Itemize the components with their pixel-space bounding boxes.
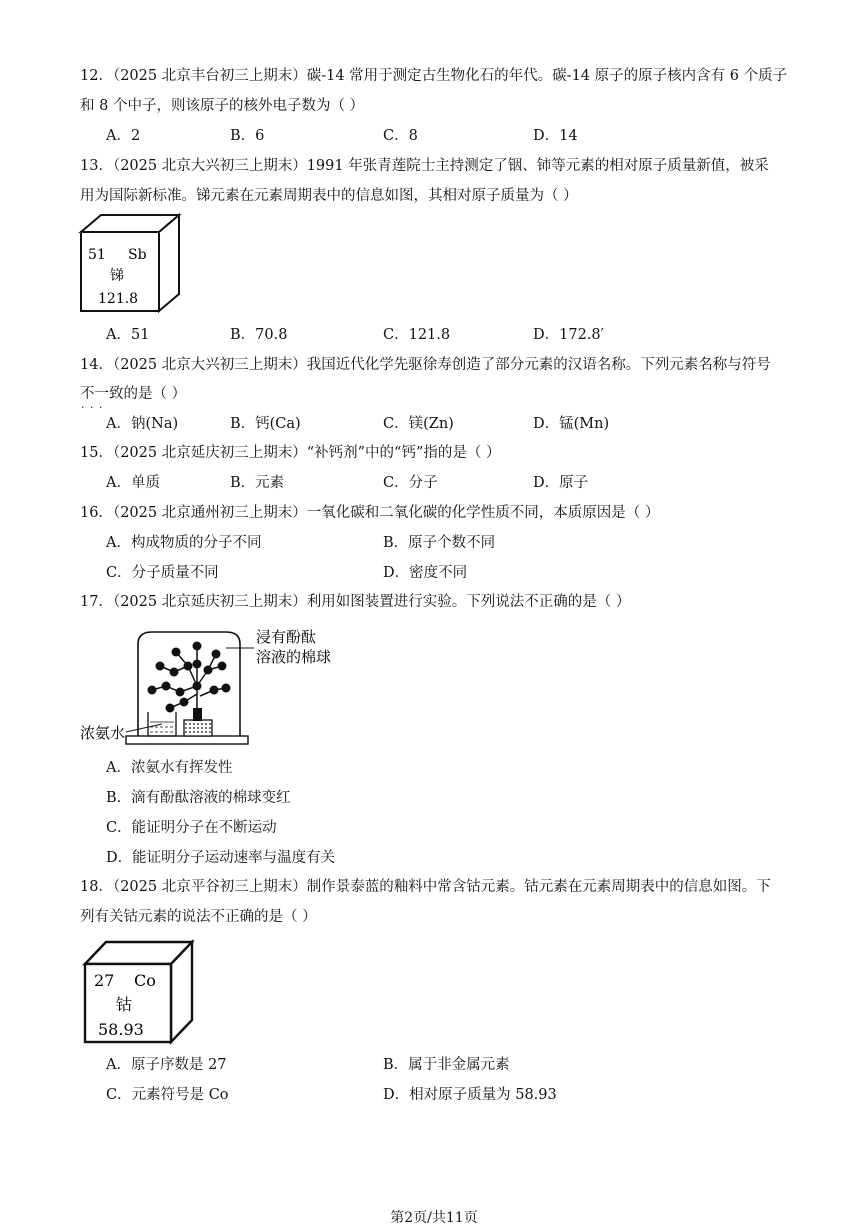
q17-option-c: C．能证明分子在不断运动: [106, 820, 277, 836]
q17-option-b: B．滴有酚酞溶液的棉球变红: [106, 790, 291, 806]
q13-option-c: C．121.8: [383, 327, 451, 343]
q12-option-b: B．6: [230, 128, 265, 144]
q12-stem-line1: 12．（2025 北京丰台初三上期末）碳-14 常用于测定古生物化石的年代。碳-14 原子的原子核内含有 6 个质子: [80, 68, 788, 84]
q15-option-a: A．单质: [106, 475, 160, 491]
q16-option-b: B．原子个数不同: [383, 535, 496, 551]
antimony-element-cell: [76, 212, 184, 316]
q13-option-a: A．51: [106, 327, 150, 343]
q12-stem-line2: 和 8 个中子，则该原子的核外电子数为（ ）: [80, 98, 365, 114]
ammonia-diffusion-apparatus: [76, 626, 346, 750]
q14-option-d: D．锰(Mn): [533, 416, 610, 432]
q15-option-c: C．分子: [383, 475, 438, 491]
q17-option-d: D．能证明分子运动速率与温度有关: [106, 850, 336, 866]
cobalt-mass: 58.93: [98, 1020, 144, 1039]
q16-option-c: C．分子质量不同: [106, 565, 219, 581]
cobalt-symbol: Co: [134, 971, 156, 990]
q13-option-d: D．172.8′: [533, 327, 604, 343]
page-footer: 第2页/共11页: [390, 1210, 478, 1226]
q16-stem: 16．（2025 北京通州初三上期末）一氧化碳和二氧化碳的化学性质不同，本质原因是（ ）: [80, 505, 660, 521]
q16-option-a: A．构成物质的分子不同: [106, 535, 262, 551]
q16-option-d: D．密度不同: [383, 565, 468, 581]
antimony-name: 锑: [110, 268, 124, 284]
q18-option-c: C．元素符号是 Co: [106, 1087, 229, 1103]
q18-stem-line1: 18．（2025 北京平谷初三上期末）制作景泰蓝的釉料中常含钴元素。钴元素在元素周期表中的信息如图。下: [80, 879, 771, 895]
q13-stem-line2: 用为国际新标准。锑元素在元素周期表中的信息如图，其相对原子质量为（ ）: [80, 188, 578, 204]
antimony-number: 51: [88, 247, 106, 263]
cotton-label-line2: 溶液的棉球: [256, 648, 332, 666]
cobalt-name: 钴: [116, 995, 133, 1014]
ammonia-label: 浓氨水: [80, 724, 126, 742]
q17-stem: 17．（2025 北京延庆初三上期末）利用如图装置进行实验。下列说法不正确的是（ ）: [80, 594, 631, 610]
q14-option-c: C．镁(Zn): [383, 416, 454, 432]
q15-stem: 15．（2025 北京延庆初三上期末）“补钙剂”中的“钙”指的是（ ）: [80, 445, 501, 461]
cobalt-number: 27: [94, 971, 115, 990]
q12-option-a: A．2: [106, 128, 141, 144]
q13-stem-line1: 13．（2025 北京大兴初三上期末）1991 年张青莲院士主持测定了铟、铈等元素的相对原子质量新值，被采: [80, 158, 769, 174]
q14-option-a: A．钠(Na): [106, 416, 179, 432]
q14-stem-line2: 不一致 · · ·的是（ ）: [80, 384, 186, 404]
antimony-mass: 121.8: [98, 291, 139, 307]
q14-stem-line1: 14．（2025 北京大兴初三上期末）我国近代化学先驱徐寿创造了部分元素的汉语名称。下列元素名称与符号: [80, 357, 771, 373]
q18-option-a: A．原子序数是 27: [106, 1057, 227, 1073]
cotton-label-line1: 浸有酚酞: [256, 628, 317, 646]
q18-option-b: B．属于非金属元素: [383, 1057, 510, 1073]
q12-option-c: C．8: [383, 128, 418, 144]
antimony-symbol: Sb: [128, 247, 147, 263]
q18-option-d: D．相对原子质量为 58.93: [383, 1087, 557, 1103]
cobalt-element-cell: [80, 938, 198, 1048]
q12-option-d: D．14: [533, 128, 578, 144]
q17-option-a: A．浓氨水有挥发性: [106, 760, 233, 776]
q15-option-d: D．原子: [533, 475, 589, 491]
q18-stem-line2: 列有关钴元素的说法不正确的是（ ）: [80, 909, 317, 925]
q13-option-b: B．70.8: [230, 327, 288, 343]
q14-option-b: B．钙(Ca): [230, 416, 301, 432]
q15-option-b: B．元素: [230, 475, 285, 491]
q14-emphasis: 不一致 · · ·: [80, 386, 124, 402]
